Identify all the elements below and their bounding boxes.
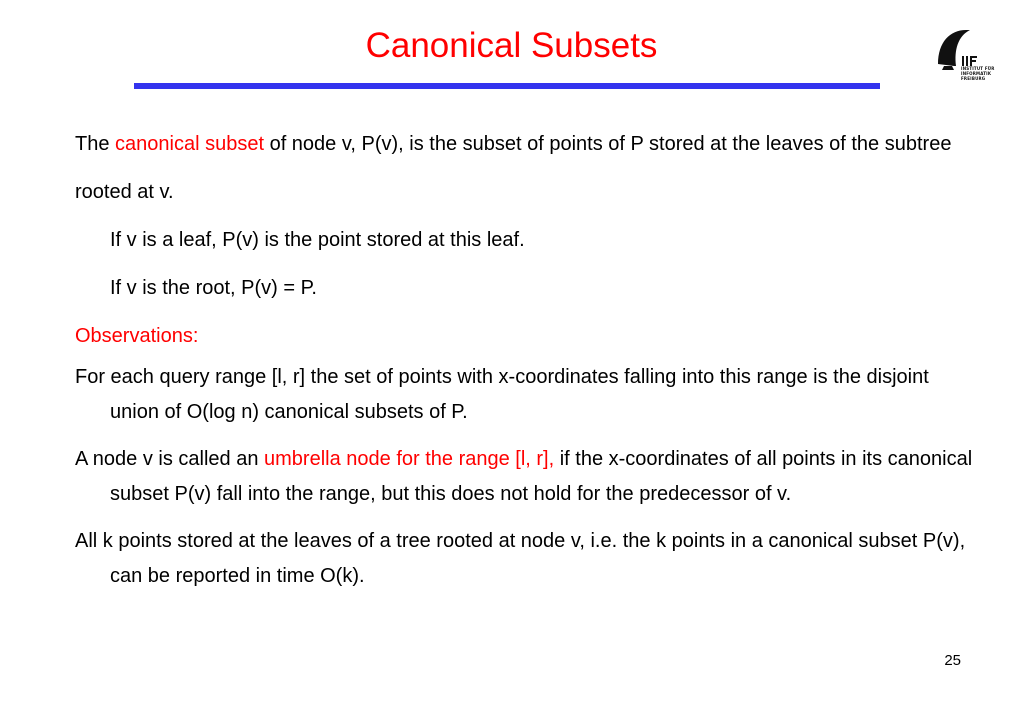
paragraph-definition xyxy=(75,120,975,216)
sub-point-root: If v is the root, P(v) = P. xyxy=(110,277,317,299)
text: if the x-coordinates of all points in its canonical subset P(v) fall into the range, but this does not hold for the predecessor of v. xyxy=(110,448,973,505)
logo-line: FREIBURG xyxy=(961,76,986,81)
highlight-term: canonical subset xyxy=(115,133,265,155)
logo-line: INFORMATIK xyxy=(961,71,992,76)
paragraph-observation-2 xyxy=(75,442,975,512)
title-divider xyxy=(134,83,880,89)
slide-body xyxy=(75,120,975,606)
text: of node v, P(v), is the subset of points of P stored at the leaves of the subtree rooted at v. xyxy=(75,133,952,203)
paragraph-observation-3: All k points stored at the leaves of a tree rooted at node v, i.e. the k points in a canonical subset P(v), can be reported in time O(k). xyxy=(75,530,966,587)
text: A node v is called an xyxy=(75,448,265,470)
sub-point-leaf: If v is a leaf, P(v) is the point stored at this leaf. xyxy=(110,229,525,251)
paragraph-observation-1: For each query range [l, r] the set of points with x-coordinates falling into this range is the disjoint union of O(log n) canonical subsets of P. xyxy=(75,366,929,423)
slide-title: Canonical Subsets xyxy=(365,26,658,65)
observations-heading: Observations: xyxy=(75,325,199,347)
logo-line: INSTITUT FÜR xyxy=(961,66,995,71)
highlight-term: umbrella node for the range [l, r], xyxy=(264,448,555,470)
page-number: 25 xyxy=(944,652,961,669)
text: The xyxy=(75,133,116,155)
logo-caption xyxy=(961,66,995,81)
